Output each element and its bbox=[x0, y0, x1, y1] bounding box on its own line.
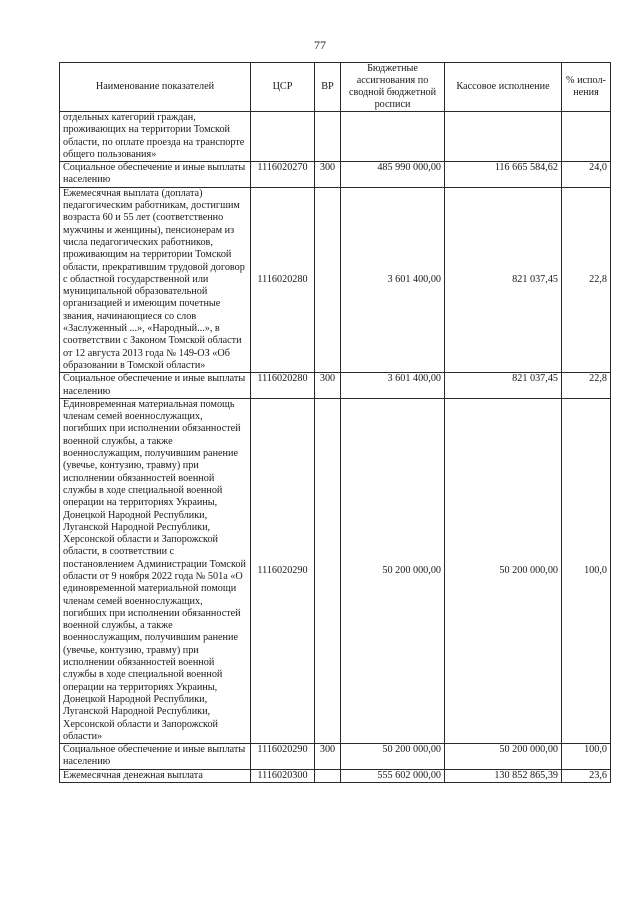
table-row bbox=[60, 373, 611, 399]
header-name: Наименование показателей bbox=[60, 63, 251, 112]
table-header-row bbox=[60, 63, 611, 112]
budget-execution-table bbox=[59, 62, 611, 783]
row-assigned: 3 601 400,00 bbox=[341, 373, 445, 399]
row-name: Ежемесячная выплата (доплата) педагогическим работникам, достигшим возраста 60 и 55 лет (соответственно мужчины и женщины), пенсионерам из числа педагогических работников, проживающим на территории Томской области, прекратившим трудовой договор с областной государственной или муниципальной образовательной организацией и имеющим почетные звания, начинающиеся со слов «Заслуженный ...», «Народный...», в соответствии с Законом Томской области от 12 августа 2013 года № 149-ОЗ «Об образовании в Томской области» bbox=[60, 187, 251, 372]
header-executed: Кассовое исполнение bbox=[445, 63, 562, 112]
row-assigned: 50 200 000,00 bbox=[341, 744, 445, 770]
row-executed: 821 037,45 bbox=[445, 187, 562, 372]
row-vr bbox=[315, 187, 341, 372]
row-percent: 22,8 bbox=[562, 187, 611, 372]
row-name: Единовременная материальная помощь членам семей военнослужащих, погибших при исполнении обязанностей военной службы, а также военнослужащим, получившим ранение (увечье, контузию, травму) при исполнении обязанностей военной службы в ходе специальной военной операции на территориях Украины, Донецкой Народной Республики, Луганской Народной Республики, Херсонской области и Запорожской области, в соответствии с постановлением Администрации Томской области от 9 ноября 2022 года № 501а «О единовременной материальной помощи членам семей военнослужащих, погибших при исполнении обязанностей военной службы, а также военнослужащим, получившим ранение (увечье, контузию, травму) при исполнении обязанностей военной службы в ходе специальной военной операции на территориях Украины, Донецкой Народной Республики, Луганской Народной Республики, Херсонской области и Запорожской области» bbox=[60, 398, 251, 743]
row-percent: 23,6 bbox=[562, 769, 611, 782]
row-name: Социальное обеспечение и иные выплаты населению bbox=[60, 744, 251, 770]
row-name: Ежемесячная денежная выплата bbox=[60, 769, 251, 782]
row-executed bbox=[445, 112, 562, 162]
row-csr: 1116020290 bbox=[251, 398, 315, 743]
table-row bbox=[60, 187, 611, 372]
table-row bbox=[60, 744, 611, 770]
row-executed: 116 665 584,62 bbox=[445, 162, 562, 188]
row-executed: 50 200 000,00 bbox=[445, 398, 562, 743]
row-executed: 821 037,45 bbox=[445, 373, 562, 399]
row-percent: 100,0 bbox=[562, 744, 611, 770]
row-percent: 24,0 bbox=[562, 162, 611, 188]
row-vr: 300 bbox=[315, 744, 341, 770]
header-vr: ВР bbox=[315, 63, 341, 112]
row-csr: 1116020270 bbox=[251, 162, 315, 188]
row-vr: 300 bbox=[315, 373, 341, 399]
row-vr bbox=[315, 112, 341, 162]
row-assigned bbox=[341, 112, 445, 162]
table-row bbox=[60, 769, 611, 782]
row-executed: 130 852 865,39 bbox=[445, 769, 562, 782]
table-row bbox=[60, 162, 611, 188]
row-name: Социальное обеспечение и иные выплаты населению bbox=[60, 162, 251, 188]
row-vr bbox=[315, 769, 341, 782]
row-csr: 1116020280 bbox=[251, 373, 315, 399]
row-assigned: 485 990 000,00 bbox=[341, 162, 445, 188]
row-percent: 22,8 bbox=[562, 373, 611, 399]
row-percent bbox=[562, 112, 611, 162]
header-assigned: Бюджетные ассигнования по сводной бюджетной росписи bbox=[341, 63, 445, 112]
page-number: 77 bbox=[314, 38, 326, 52]
row-csr bbox=[251, 112, 315, 162]
row-assigned: 3 601 400,00 bbox=[341, 187, 445, 372]
row-csr: 1116020300 bbox=[251, 769, 315, 782]
table-row bbox=[60, 112, 611, 162]
row-csr: 1116020290 bbox=[251, 744, 315, 770]
row-name: отдельных категорий граждан, проживающих на территории Томской области, по оплате проезда на транспорте общего пользования» bbox=[60, 112, 251, 162]
header-percent: % испол-нения bbox=[562, 63, 611, 112]
row-assigned: 50 200 000,00 bbox=[341, 398, 445, 743]
row-csr: 1116020280 bbox=[251, 187, 315, 372]
row-percent: 100,0 bbox=[562, 398, 611, 743]
row-executed: 50 200 000,00 bbox=[445, 744, 562, 770]
row-vr bbox=[315, 398, 341, 743]
row-vr: 300 bbox=[315, 162, 341, 188]
row-name: Социальное обеспечение и иные выплаты населению bbox=[60, 373, 251, 399]
header-csr: ЦСР bbox=[251, 63, 315, 112]
row-assigned: 555 602 000,00 bbox=[341, 769, 445, 782]
table-row bbox=[60, 398, 611, 743]
